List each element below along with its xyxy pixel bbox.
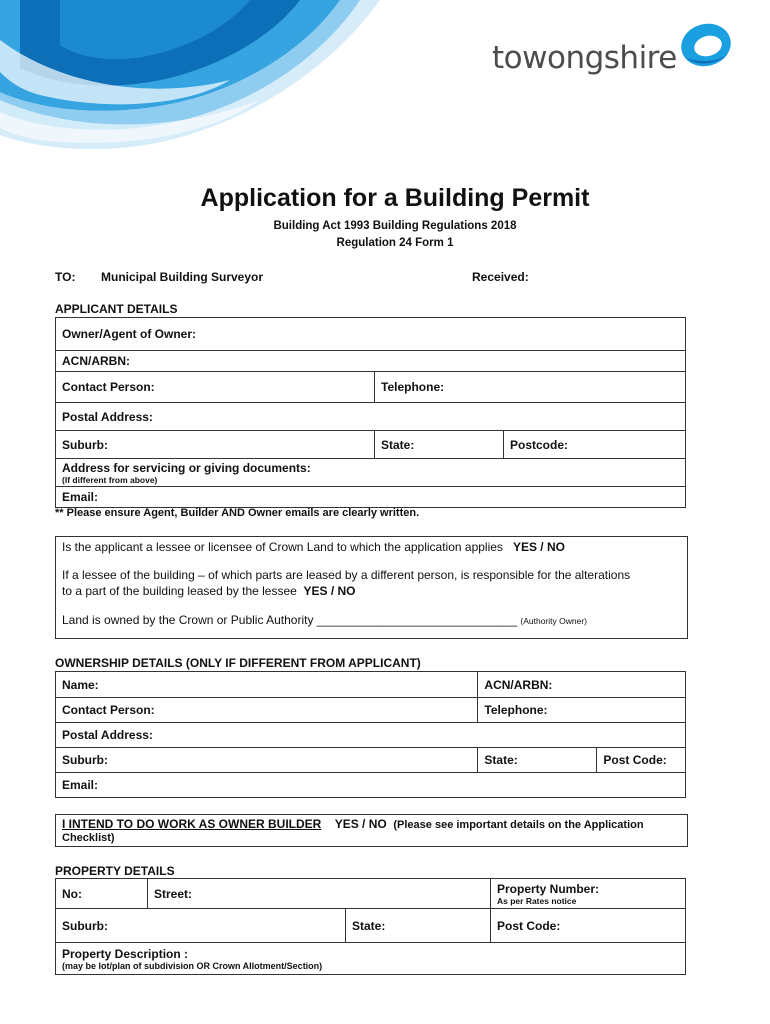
ownership-suburb-field[interactable]: Suburb: [56,748,478,773]
applicant-suburb-field[interactable]: Suburb: [56,431,375,459]
lessee-alterations-line1: If a lessee of the building – of which parts are leased by a different person, is responsible for the alterations [62,568,631,582]
ownership-contact-field[interactable]: Contact Person: [56,698,478,723]
applicant-contact-field[interactable]: Contact Person: [56,372,375,403]
subtitle-act: Building Act 1993 Building Regulations 2018 [273,220,517,232]
to-label: TO: [55,270,76,284]
ownership-acn-field[interactable]: ACN/ARBN: [478,672,686,698]
property-description-field[interactable] [56,943,686,975]
applicant-postal-field[interactable]: Postal Address: [56,403,686,431]
owner-builder-label: I INTEND TO DO WORK AS OWNER BUILDER [62,817,322,831]
property-number-note: As per Rates notice [497,895,577,906]
property-state-field[interactable]: State: [346,909,491,943]
header-swoosh-graphic [0,0,380,170]
logo-text: towongshire [492,40,677,76]
property-no-field[interactable]: No: [56,879,148,909]
owner-builder-note: (Please see important details on the Application [393,819,644,831]
property-details-table [55,878,686,975]
ownership-postcode-field[interactable]: Post Code: [597,748,686,773]
towong-shire-logo [492,18,742,88]
applicant-acn-field[interactable]: ACN/ARBN: [56,351,686,372]
crown-lessee-answer[interactable]: YES / NO [512,540,565,554]
property-description-note: (may be lot/plan of subdivision OR Crown Allotment/Section) [62,960,323,971]
applicant-email-field[interactable]: Email: [56,487,686,508]
email-note: ** Please ensure Agent, Builder AND Owner emails are clearly written. [55,507,420,519]
owner-agent-field[interactable]: Owner/Agent of Owner: [56,318,686,351]
subtitle-regulation: Regulation 24 Form 1 [336,237,454,249]
servicing-address-label: Address for servicing or giving documents: [62,460,311,475]
recipient-label: Municipal Building Surveyor [101,270,264,284]
applicant-state-field[interactable]: State: [375,431,504,459]
property-postcode-field[interactable]: Post Code: [491,909,686,943]
applicant-details-table [55,317,686,508]
crown-owned-question[interactable]: Land is owned by the Crown or Public Authority ______________________________ [62,613,518,627]
logo-swirl-icon [678,18,734,70]
owner-builder-box [55,814,688,847]
ownership-details-table [55,671,686,798]
applicant-telephone-field[interactable]: Telephone: [375,372,686,403]
property-description-label: Property Description : [62,946,189,961]
crown-land-box [55,536,688,639]
property-suburb-field[interactable]: Suburb: [56,909,346,943]
property-number-label: Property Number: [497,881,600,896]
ownership-state-field[interactable]: State: [478,748,597,773]
servicing-address-note: (If different from above) [62,474,158,485]
property-details-heading: PROPERTY DETAILS [55,864,175,878]
servicing-address-field[interactable] [56,459,686,487]
lessee-alterations-line2: to a part of the building leased by the lessee [62,584,297,598]
authority-owner-note: (Authority Owner) [520,616,587,626]
ownership-telephone-field[interactable]: Telephone: [478,698,686,723]
applicant-postcode-field[interactable]: Postcode: [504,431,686,459]
received-label: Received: [472,270,529,284]
owner-builder-answer[interactable]: YES / NO [334,817,387,831]
property-number-field[interactable] [491,879,686,909]
applicant-details-heading: APPLICANT DETAILS [55,302,178,316]
ownership-details-heading: OWNERSHIP DETAILS (ONLY IF DIFFERENT FROM APPLICANT) [55,656,421,670]
owner-builder-note-cont: Checklist) [62,832,115,844]
property-street-field[interactable]: Street: [148,879,491,909]
crown-lessee-question: Is the applicant a lessee or licensee of Crown Land to which the application applies [62,540,503,554]
ownership-email-field[interactable]: Email: [56,773,686,798]
ownership-postal-field[interactable]: Postal Address: [56,723,686,748]
ownership-name-field[interactable]: Name: [56,672,478,698]
page-title: Application for a Building Permit [200,184,590,212]
lessee-alterations-answer[interactable]: YES / NO [303,584,356,598]
